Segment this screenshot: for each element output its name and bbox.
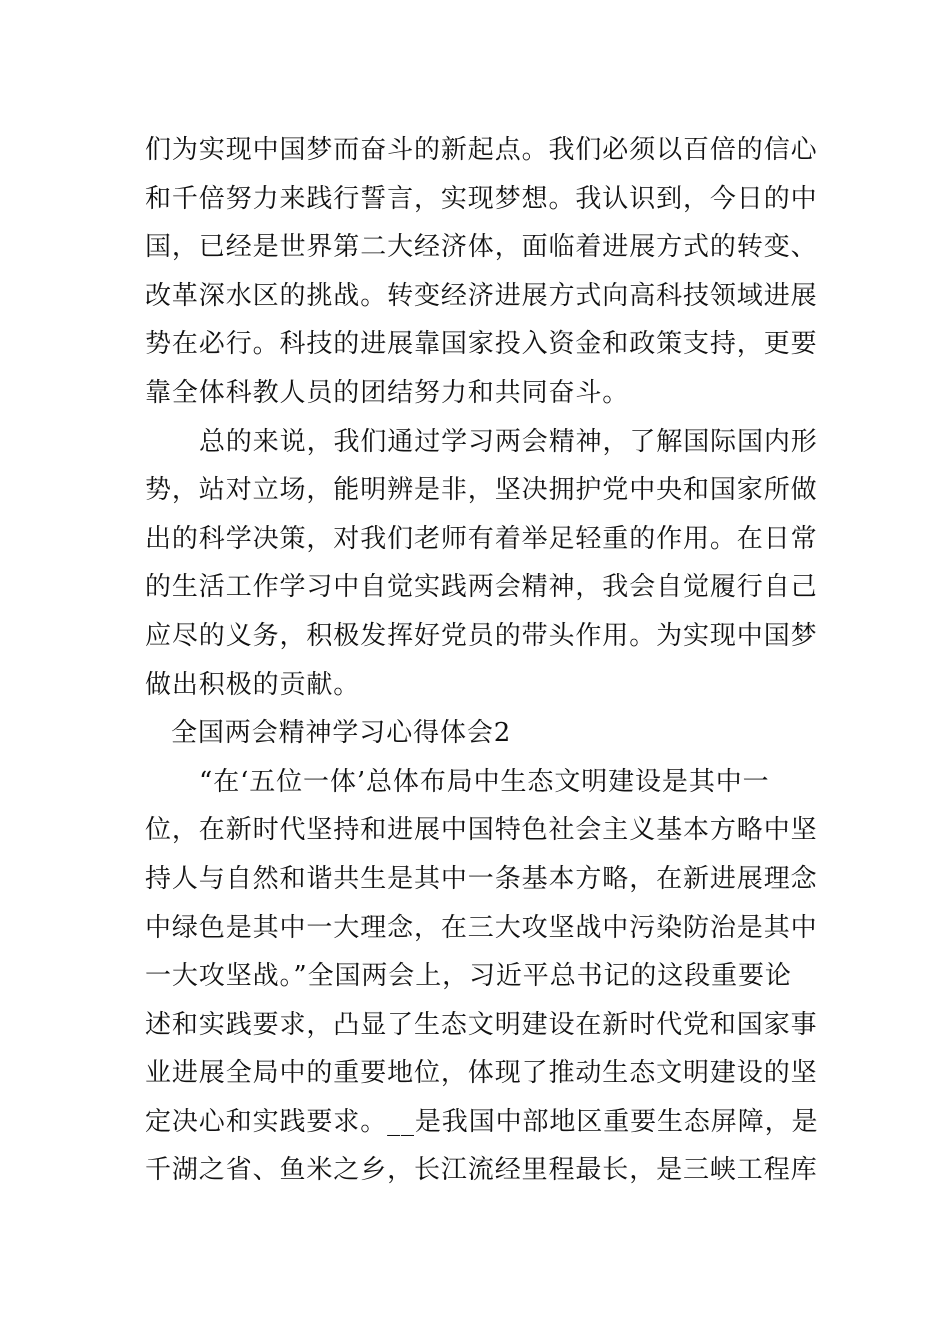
text-line: 千湖之省、鱼米之乡，长江流经里程最长，是三峡工程库	[145, 1155, 818, 1186]
text-line: 做出积极的贡献。	[145, 669, 361, 700]
section-heading	[145, 709, 815, 758]
text-line: 势，站对立场，能明辨是非，坚决拥护党中央和国家所做	[145, 475, 818, 506]
text-line: 应尽的义务，积极发挥好党员的带头作用。为实现中国梦	[145, 620, 818, 651]
text-line: 总的来说，我们通过学习两会精神，了解国际国内形	[199, 426, 818, 457]
heading-line: 全国两会精神学习心得体会2	[171, 718, 512, 749]
text-line: 改革深水区的挑战。转变经济进展方式向高科技领域进展	[145, 280, 818, 311]
text-line: 的生活工作学习中自觉实践两会精神，我会自觉履行自己	[145, 572, 818, 603]
text-line: 持人与自然和谐共生是其中一条基本方略，在新进展理念	[145, 863, 818, 894]
text-line: 一大攻坚战。”全国两会上，习近平总书记的这段重要论	[145, 961, 792, 992]
paragraph-summary	[145, 418, 818, 710]
text-line: 位，在新时代坚持和进展中国特色社会主义基本方略中坚	[145, 815, 818, 846]
paragraph-ecology	[145, 758, 819, 1195]
text-line: “在‘五位一体’总体布局中生态文明建设是其中一	[199, 766, 770, 797]
text-line: 出的科学决策，对我们老师有着举足轻重的作用。在日常	[145, 523, 818, 554]
paragraph-continuation	[145, 126, 818, 418]
document-body	[145, 126, 819, 1195]
text-line: 靠全体科教人员的团结努力和共同奋斗。	[145, 377, 630, 408]
text-line: 定决心和实践要求。__是我国中部地区重要生态屏障，是	[145, 1106, 819, 1137]
text-line: 业进展全局中的重要地位，体现了推动生态文明建设的坚	[145, 1058, 818, 1089]
text-line: 们为实现中国梦而奋斗的新起点。我们必须以百倍的信心	[145, 135, 818, 165]
text-line: 国，已经是世界第二大经济体，面临着进展方式的转变、	[145, 232, 818, 263]
text-line: 势在必行。科技的进展靠国家投入资金和政策支持，更要	[145, 329, 818, 360]
text-line: 中绿色是其中一大理念，在三大攻坚战中污染防治是其中	[145, 912, 818, 943]
text-line: 述和实践要求，凸显了生态文明建设在新时代党和国家事	[145, 1009, 818, 1040]
text-line: 和千倍努力来践行誓言，实现梦想。我认识到，今日的中	[145, 183, 818, 214]
